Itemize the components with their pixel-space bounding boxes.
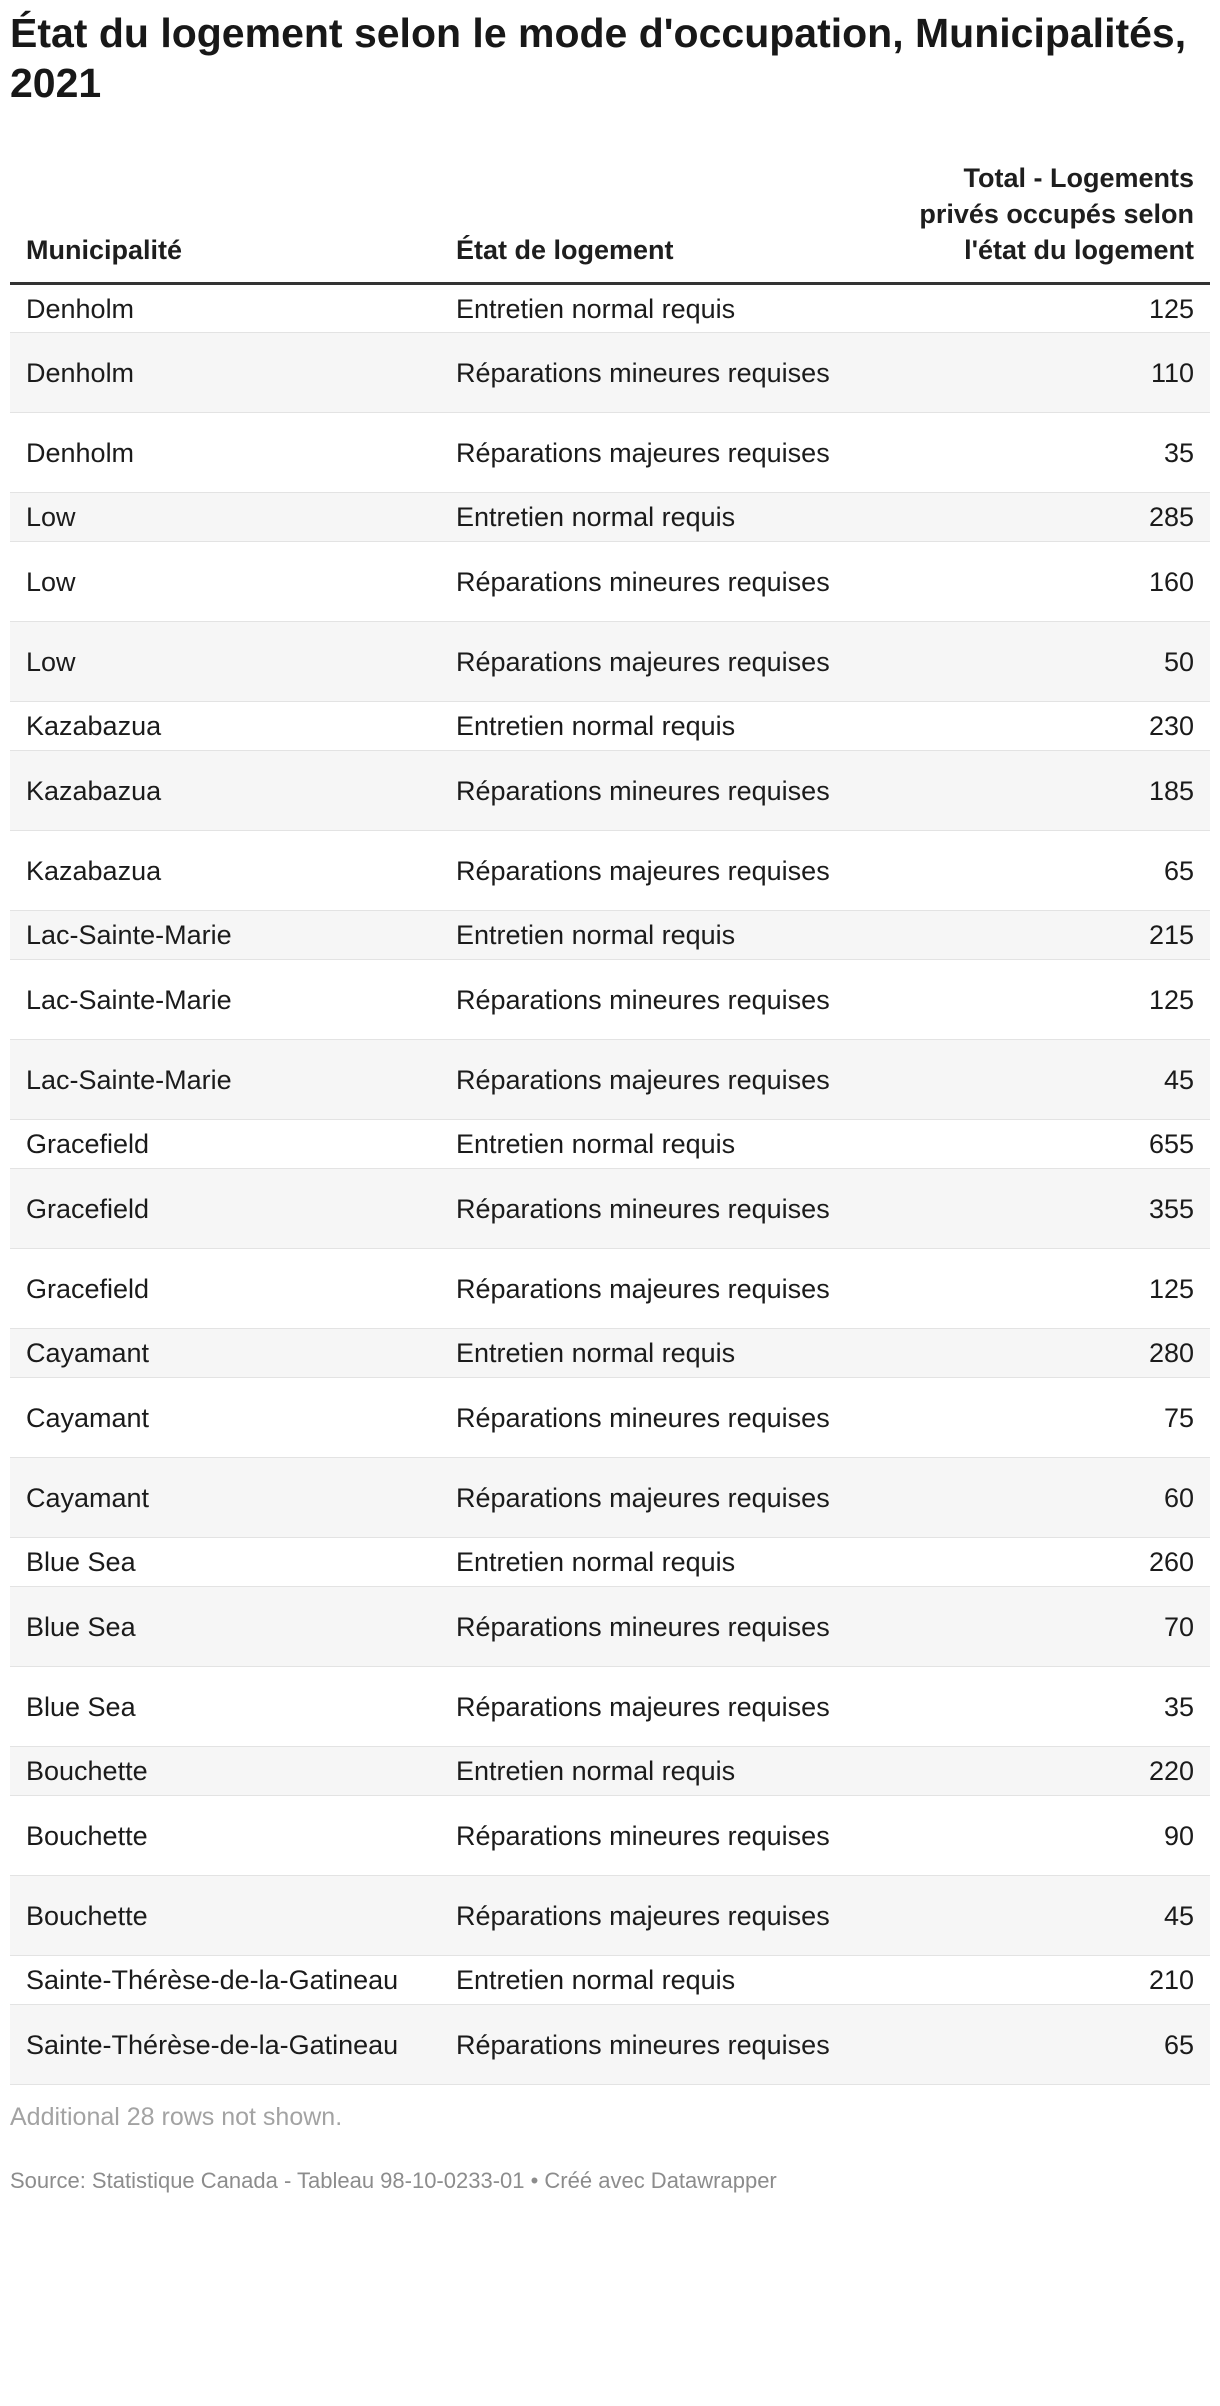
cell-municipalite: Lac-Sainte-Marie xyxy=(10,960,440,1040)
column-header-etat-logement[interactable]: État de logement xyxy=(440,160,870,284)
table-row xyxy=(10,751,1210,831)
cell-municipalite: Low xyxy=(10,542,440,622)
cell-total: 160 xyxy=(870,542,1210,622)
cell-municipalite: Denholm xyxy=(10,333,440,413)
cell-municipalite: Sainte-Thérèse-de-la-Gatineau xyxy=(10,2005,440,2085)
cell-municipalite: Gracefield xyxy=(10,1120,440,1169)
cell-total: 45 xyxy=(870,1040,1210,1120)
cell-etat-logement: Réparations majeures requises xyxy=(440,413,870,493)
cell-total: 220 xyxy=(870,1747,1210,1796)
cell-total: 125 xyxy=(870,284,1210,333)
source-note: Source: Statistique Canada - Tableau 98-10-0233-01 • Créé avec Datawrapper xyxy=(10,2168,777,2193)
cell-etat-logement: Réparations mineures requises xyxy=(440,1587,870,1667)
cell-etat-logement: Réparations majeures requises xyxy=(440,622,870,702)
cell-total: 35 xyxy=(870,1667,1210,1747)
table-row xyxy=(10,911,1210,960)
table-row xyxy=(10,2005,1210,2085)
cell-total: 45 xyxy=(870,1876,1210,1956)
cell-municipalite: Lac-Sainte-Marie xyxy=(10,1040,440,1120)
rows-not-shown-note: Additional 28 rows not shown. xyxy=(10,2103,343,2131)
cell-municipalite: Kazabazua xyxy=(10,831,440,911)
cell-municipalite: Cayamant xyxy=(10,1378,440,1458)
cell-etat-logement: Réparations mineures requises xyxy=(440,1378,870,1458)
cell-etat-logement: Réparations mineures requises xyxy=(440,960,870,1040)
cell-municipalite: Blue Sea xyxy=(10,1667,440,1747)
table-row xyxy=(10,1169,1210,1249)
table-row xyxy=(10,1796,1210,1876)
cell-etat-logement: Réparations majeures requises xyxy=(440,831,870,911)
table-row xyxy=(10,1587,1210,1667)
table-row xyxy=(10,333,1210,413)
data-table xyxy=(10,160,1210,2085)
cell-total: 70 xyxy=(870,1587,1210,1667)
cell-total: 285 xyxy=(870,493,1210,542)
table-row xyxy=(10,1876,1210,1956)
cell-total: 280 xyxy=(870,1329,1210,1378)
cell-municipalite: Blue Sea xyxy=(10,1538,440,1587)
cell-total: 75 xyxy=(870,1378,1210,1458)
cell-etat-logement: Réparations majeures requises xyxy=(440,1458,870,1538)
cell-municipalite: Lac-Sainte-Marie xyxy=(10,911,440,960)
table-row xyxy=(10,493,1210,542)
table-row xyxy=(10,284,1210,333)
table-row xyxy=(10,1538,1210,1587)
cell-etat-logement: Entretien normal requis xyxy=(440,911,870,960)
cell-etat-logement: Réparations mineures requises xyxy=(440,542,870,622)
cell-total: 65 xyxy=(870,2005,1210,2085)
cell-etat-logement: Entretien normal requis xyxy=(440,1329,870,1378)
cell-total: 210 xyxy=(870,1956,1210,2005)
cell-municipalite: Sainte-Thérèse-de-la-Gatineau xyxy=(10,1956,440,2005)
cell-municipalite: Low xyxy=(10,493,440,542)
table-row xyxy=(10,622,1210,702)
cell-municipalite: Bouchette xyxy=(10,1796,440,1876)
cell-etat-logement: Entretien normal requis xyxy=(440,1538,870,1587)
cell-total: 50 xyxy=(870,622,1210,702)
cell-municipalite: Cayamant xyxy=(10,1458,440,1538)
cell-municipalite: Denholm xyxy=(10,284,440,333)
table-row xyxy=(10,542,1210,622)
cell-municipalite: Kazabazua xyxy=(10,751,440,831)
table-row xyxy=(10,702,1210,751)
table-row xyxy=(10,1747,1210,1796)
table-row xyxy=(10,831,1210,911)
cell-etat-logement: Réparations mineures requises xyxy=(440,1796,870,1876)
cell-total: 110 xyxy=(870,333,1210,413)
cell-total: 90 xyxy=(870,1796,1210,1876)
cell-total: 355 xyxy=(870,1169,1210,1249)
column-header-total[interactable]: Total - Logements privés occupés selon l'état du logement xyxy=(870,160,1210,284)
cell-etat-logement: Réparations majeures requises xyxy=(440,1040,870,1120)
cell-etat-logement: Réparations majeures requises xyxy=(440,1876,870,1956)
cell-etat-logement: Réparations majeures requises xyxy=(440,1667,870,1747)
cell-total: 260 xyxy=(870,1538,1210,1587)
table-row xyxy=(10,1120,1210,1169)
cell-municipalite: Kazabazua xyxy=(10,702,440,751)
cell-municipalite: Blue Sea xyxy=(10,1587,440,1667)
cell-etat-logement: Réparations mineures requises xyxy=(440,1169,870,1249)
table-row xyxy=(10,960,1210,1040)
cell-etat-logement: Réparations mineures requises xyxy=(440,333,870,413)
cell-etat-logement: Entretien normal requis xyxy=(440,493,870,542)
table-row xyxy=(10,413,1210,493)
column-header-municipalite[interactable]: Municipalité xyxy=(10,160,440,284)
table-row xyxy=(10,1249,1210,1329)
cell-municipalite: Bouchette xyxy=(10,1876,440,1956)
cell-etat-logement: Entretien normal requis xyxy=(440,1747,870,1796)
cell-etat-logement: Entretien normal requis xyxy=(440,284,870,333)
cell-municipalite: Low xyxy=(10,622,440,702)
cell-total: 215 xyxy=(870,911,1210,960)
cell-total: 35 xyxy=(870,413,1210,493)
table-row xyxy=(10,1458,1210,1538)
cell-etat-logement: Entretien normal requis xyxy=(440,1120,870,1169)
cell-municipalite: Bouchette xyxy=(10,1747,440,1796)
chart-container xyxy=(0,8,1220,2195)
cell-etat-logement: Réparations majeures requises xyxy=(440,1249,870,1329)
cell-total: 125 xyxy=(870,1249,1210,1329)
cell-total: 655 xyxy=(870,1120,1210,1169)
table-header-row xyxy=(10,160,1210,284)
cell-total: 65 xyxy=(870,831,1210,911)
cell-etat-logement: Réparations mineures requises xyxy=(440,751,870,831)
cell-municipalite: Gracefield xyxy=(10,1249,440,1329)
cell-etat-logement: Réparations mineures requises xyxy=(440,2005,870,2085)
cell-etat-logement: Entretien normal requis xyxy=(440,1956,870,2005)
cell-total: 230 xyxy=(870,702,1210,751)
cell-total: 185 xyxy=(870,751,1210,831)
table-row xyxy=(10,1667,1210,1747)
table-row xyxy=(10,1040,1210,1120)
cell-municipalite: Cayamant xyxy=(10,1329,440,1378)
table-row xyxy=(10,1956,1210,2005)
table-row xyxy=(10,1378,1210,1458)
cell-total: 60 xyxy=(870,1458,1210,1538)
cell-municipalite: Denholm xyxy=(10,413,440,493)
cell-etat-logement: Entretien normal requis xyxy=(440,702,870,751)
table-body xyxy=(10,284,1210,2085)
cell-municipalite: Gracefield xyxy=(10,1169,440,1249)
table-row xyxy=(10,1329,1210,1378)
cell-total: 125 xyxy=(870,960,1210,1040)
chart-title: État du logement selon le mode d'occupation, Municipalités, 2021 xyxy=(10,10,1187,106)
